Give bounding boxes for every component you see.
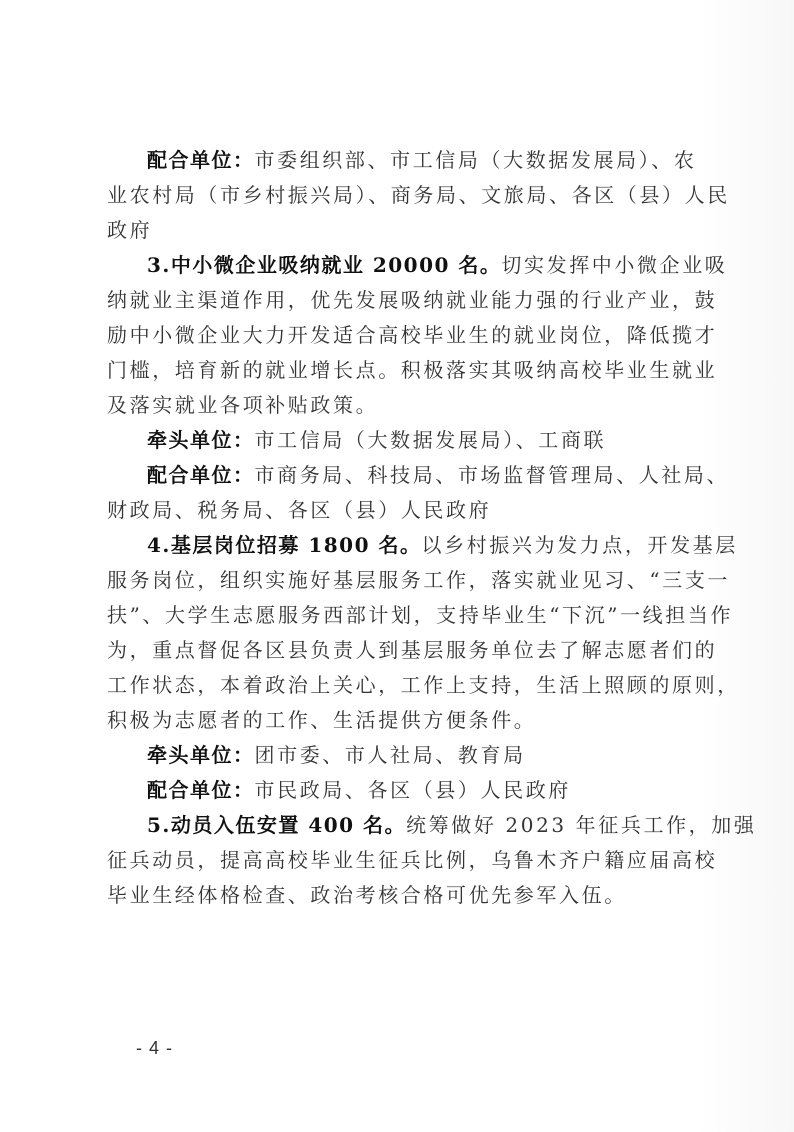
item-4-paragraph: [107, 528, 740, 738]
paragraph-line: 积极为志愿者的工作、生活提供方便条件。: [107, 708, 537, 732]
paragraph-line: 工作状态，本着政治上关心，工作上支持，生活上照顾的原则，: [107, 673, 740, 697]
cooperating-units-paragraph: [107, 143, 730, 248]
paragraph-text: 切实发挥中小微企业吸: [501, 253, 728, 277]
paragraph-line: 征兵动员，提高高校毕业生征兵比例，乌鲁木齐户籍应届高校: [107, 848, 718, 872]
paragraph-line: 财政局、税务局、各区（县）人民政府: [107, 498, 492, 522]
document-body: [107, 143, 757, 913]
item-heading: 3.中小微企业吸纳就业 20000 名。: [147, 253, 502, 277]
page-number: - 4 -: [136, 1038, 174, 1058]
paragraph-text: 市委组织部、市工信局（大数据发展局）、农: [254, 148, 697, 172]
paragraph-line: 励中小微企业大力开发适合高校毕业生的就业岗位，降低揽才: [107, 323, 718, 347]
lead-units-label: 牵头单位：: [147, 428, 255, 452]
cooperating-units-paragraph: [107, 458, 730, 528]
cooperating-units-label: 配合单位：: [147, 148, 255, 172]
paragraph-line: 政府: [107, 218, 153, 242]
paragraph-text: 团市委、市人社局、教育局: [254, 743, 526, 767]
paragraph-text: 统筹做好 2023 年征兵工作，加强: [406, 813, 757, 837]
paragraph-line: 为，重点督促各区县负责人到基层服务单位去了解志愿者们的: [107, 638, 718, 662]
cooperating-units-label: 配合单位：: [147, 463, 255, 487]
paragraph-line: 业农村局（市乡村振兴局）、商务局、文旅局、各区（县）人民: [107, 183, 730, 207]
cooperating-units-label: 配合单位：: [147, 778, 255, 802]
paragraph-text: 市民政局、各区（县）人民政府: [254, 778, 571, 802]
item-3-paragraph: [107, 248, 728, 423]
paragraph-text: 以乡村振兴为发力点，开发基层: [421, 533, 738, 557]
lead-units-paragraph: [107, 738, 687, 773]
lead-units-paragraph: [107, 423, 687, 458]
paragraph-line: 门槛，培育新的就业增长点。积极落实其吸纳高校毕业生就业: [107, 358, 718, 382]
cooperating-units-paragraph: [107, 773, 687, 808]
item-5-paragraph: [107, 808, 757, 913]
paragraph-line: 及落实就业各项补贴政策。: [107, 393, 379, 417]
paragraph-text: 市工信局（大数据发展局）、工商联: [254, 428, 607, 452]
paragraph-line: 毕业生经体格检查、政治考核合格可优先参军入伍。: [107, 883, 627, 907]
paragraph-text: 市商务局、科技局、市场监督管理局、人社局、: [254, 463, 730, 487]
paragraph-line: 服务岗位，组织实施好基层服务工作，落实就业见习、“三支一: [107, 568, 731, 592]
paragraph-line: 扶”、大学生志愿服务西部计划，支持毕业生“下沉”一线担当作: [107, 603, 734, 627]
item-heading: 5.动员入伍安置 400 名。: [147, 813, 407, 837]
paragraph-line: 纳就业主渠道作用，优先发展吸纳就业能力强的行业产业，鼓: [107, 288, 718, 312]
lead-units-label: 牵头单位：: [147, 743, 255, 767]
item-heading: 4.基层岗位招募 1800 名。: [147, 533, 422, 557]
